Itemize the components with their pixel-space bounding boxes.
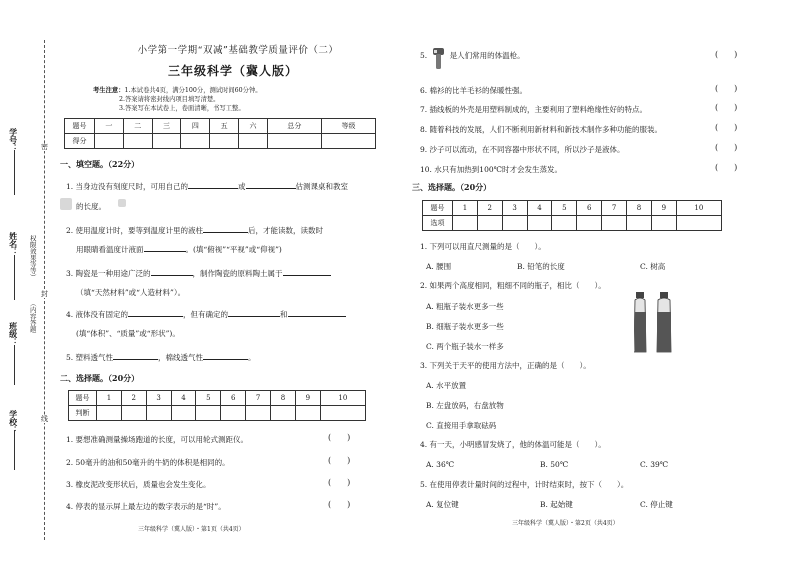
answer-paren[interactable]: ( ) — [715, 84, 738, 93]
judge-answer-cell[interactable] — [171, 406, 196, 421]
judge-question-9: 9. 沙子可以流动，在不同容器中形状不同，所以沙子是液体。 — [420, 145, 625, 154]
score-header-cell: 等级 — [321, 119, 375, 134]
choice-answer-cell[interactable] — [651, 216, 676, 231]
answer-blank[interactable] — [151, 268, 193, 276]
choice-question-3: 3. 下列关于天平的使用方法中，正确的是（ ）。 — [420, 361, 591, 370]
choice-question-1: 1. 下列可以用直尺测量的是（ ）。 — [420, 242, 546, 251]
fill-question-5 — [66, 352, 256, 362]
judge-question-5: 5. 是人们常用的体温枪。 — [420, 51, 525, 60]
student-id-label: 学号： — [8, 128, 19, 152]
judge-question-2: 2. 50毫升的油和50毫升的牛奶的体积是相同的。 — [66, 458, 230, 467]
fill-question-3-cont: （填“天然材料”或“人造材料”）。 — [76, 288, 186, 297]
answer-blank[interactable] — [128, 309, 183, 317]
two-bottles-illustration — [634, 290, 674, 354]
cut-char-xian: 线 — [41, 415, 48, 423]
judge-grid-label: 题号 — [69, 391, 97, 406]
q5-text: 。 — [248, 353, 256, 362]
judge-answer-cell[interactable] — [295, 406, 320, 421]
judge-answer-cell[interactable] — [320, 406, 365, 421]
choice-grid-label: 题号 — [423, 201, 453, 216]
choice-answer-cell[interactable] — [453, 216, 478, 231]
sealing-note-2: 权限效果等等） — [28, 235, 37, 281]
choice-answer-cell[interactable] — [602, 216, 627, 231]
choice-grid-number: 10 — [676, 201, 721, 216]
q2-text: 2. 使用温度计时，要等到温度计里的液柱 — [66, 226, 204, 235]
cut-char-feng: 封 — [41, 290, 48, 298]
answer-paren[interactable]: ( ) — [328, 433, 351, 442]
exam-notice — [93, 86, 262, 113]
notice-heading: 考生注意： — [93, 87, 125, 94]
notice-line: 1.本试卷共4页，满分100分，测试时间60分钟。 — [124, 87, 262, 94]
score-header-cell: 一 — [95, 119, 124, 134]
cut-char-mi: 密 — [41, 143, 48, 151]
student-id-line[interactable] — [14, 150, 15, 195]
choice-answer-cell[interactable] — [627, 216, 652, 231]
q2-text: 。(填“俯视”“平视”或“仰视”) — [185, 245, 282, 254]
choice-question-5: 5. 在使用停表计量时间的过程中，计时结束时，按下（ ）。 — [420, 480, 629, 489]
judge-grid-number: 8 — [271, 391, 296, 406]
fill-question-4 — [66, 309, 346, 319]
score-table-row — [65, 134, 376, 149]
answer-blank[interactable] — [228, 309, 280, 317]
scan-smudge — [118, 199, 126, 207]
sealing-note: （内容答题 — [28, 300, 37, 333]
judge-question-1: 1. 要想准确测量操场跑道的长度，可以用轮式测距仪。 — [66, 435, 249, 444]
judge-answer-cell[interactable] — [196, 406, 221, 421]
score-header-cell: 二 — [123, 119, 152, 134]
judge-grid-answer-row — [69, 406, 366, 421]
judge-grid-number: 1 — [97, 391, 122, 406]
choice-grid-number: 8 — [627, 201, 652, 216]
page-2-footer: 三年级科学（冀人版）・第2页（共4页） — [512, 520, 619, 527]
judge-grid-number: 10 — [320, 391, 365, 406]
answer-blank[interactable] — [144, 244, 186, 252]
choice-answer-cell[interactable] — [676, 216, 721, 231]
judge-question-4: 4. 停表的显示屏上最左边的数字表示的是“时”。 — [66, 502, 226, 511]
option-c[interactable]: C. 直接用手拿取砝码 — [426, 421, 497, 430]
score-header-cell: 总分 — [267, 119, 321, 134]
answer-paren[interactable]: ( ) — [715, 50, 738, 59]
judge-answer-cell[interactable] — [271, 406, 296, 421]
answer-blank[interactable] — [246, 181, 296, 189]
judge-answer-cell[interactable] — [97, 406, 122, 421]
answer-blank[interactable] — [203, 225, 248, 233]
name-label: 姓名： — [8, 232, 19, 256]
q1-text: 或 — [238, 182, 246, 191]
choice-answer-grid — [422, 200, 722, 231]
score-cell[interactable] — [321, 134, 375, 149]
judge-grid-number: 2 — [121, 391, 146, 406]
binding-margin — [0, 0, 60, 561]
scan-smudge — [60, 198, 72, 210]
option-a[interactable]: A. 水平放置 — [426, 381, 467, 390]
option-b[interactable]: B. 50℃ — [540, 460, 569, 469]
section-2-heading: 二、选择题。（20分） — [60, 373, 140, 383]
q1-text: 估测课桌和教室 — [295, 182, 349, 191]
option-b[interactable]: B. 细瓶子装水更多一些 — [426, 322, 504, 331]
choice-grid-answer-row — [423, 216, 722, 231]
judge-grid-number: 6 — [221, 391, 246, 406]
q3-text: ，制作陶瓷的原料陶土属于 — [192, 269, 283, 278]
judge-question-10: 10. 水只有加热到100℃时才会发生蒸发。 — [420, 165, 563, 174]
judge-answer-grid — [68, 390, 366, 421]
fill-question-1 — [66, 181, 348, 191]
answer-blank[interactable] — [188, 181, 238, 189]
score-cell[interactable] — [267, 134, 321, 149]
q5-text: ，棉线透气性 — [158, 353, 204, 362]
answer-paren[interactable]: ( ) — [715, 163, 738, 172]
choice-question-2: 2. 如果两个高度相同，粗细不同的瓶子，相比（ ）。 — [420, 281, 606, 290]
choice-question-4: 4. 有一天，小明感冒发烧了，他的体温可能是（ ）。 — [420, 440, 606, 449]
judge-grid-label: 判断 — [69, 406, 97, 421]
choice-grid-label: 选项 — [423, 216, 453, 231]
judge-grid-number: 9 — [295, 391, 320, 406]
choice-grid-number: 7 — [602, 201, 627, 216]
score-header-cell: 三 — [152, 119, 181, 134]
judge-question-7: 7. 插线板的外壳是用塑料制成的，主要利用了塑料绝缘性好的特点。 — [420, 105, 648, 114]
option-c[interactable]: C. 停止键 — [640, 500, 673, 509]
judge-question-8: 8. 随着科技的发展，人们不断利用新材料和新技术制作多种功能的服装。 — [420, 125, 663, 134]
fill-question-2 — [66, 225, 323, 235]
answer-blank[interactable] — [288, 309, 346, 317]
q4-text: 4. 液体没有固定的 — [66, 310, 129, 319]
choice-grid-number: 9 — [651, 201, 676, 216]
score-table — [64, 118, 376, 149]
choice-grid-number: 6 — [577, 201, 602, 216]
score-cell[interactable] — [210, 134, 239, 149]
class-line[interactable] — [14, 345, 15, 385]
exam-title: 小学第一学期“双减”基础教学质量评价（二） — [137, 45, 339, 56]
q2-text: 后，才能读数，读数时 — [248, 226, 324, 235]
exam-subtitle: 三年级科学（冀人版） — [167, 64, 298, 78]
option-a[interactable]: A. 粗瓶子装水更多一些 — [426, 302, 504, 311]
option-a[interactable]: A. 36℃ — [426, 460, 455, 469]
q2-text: 用眼睛看温度计液面 — [76, 245, 144, 254]
choice-answer-cell[interactable] — [577, 216, 602, 231]
answer-blank[interactable] — [203, 352, 248, 360]
notice-line: 3.答案写在本试卷上，卷面清晰，书写工整。 — [119, 105, 245, 112]
judge-question-3: 3. 橡皮泥改变形状后，质量也会发生变化。 — [66, 480, 211, 489]
answer-paren[interactable]: ( ) — [328, 456, 351, 465]
option-a[interactable]: A. 复位键 — [426, 500, 459, 509]
score-header-cell: 五 — [210, 119, 239, 134]
fill-question-2-cont — [76, 244, 282, 254]
judge-answer-cell[interactable] — [246, 406, 271, 421]
answer-paren[interactable]: ( ) — [715, 143, 738, 152]
answer-paren[interactable]: ( ) — [715, 123, 738, 132]
score-row-label: 得分 — [65, 134, 95, 149]
judge-answer-cell[interactable] — [121, 406, 146, 421]
choice-grid-number: 2 — [477, 201, 502, 216]
choice-grid-number: 3 — [502, 201, 527, 216]
class-label: 班级： — [8, 322, 19, 346]
choice-answer-cell[interactable] — [552, 216, 577, 231]
choice-grid-number: 4 — [527, 201, 552, 216]
option-c[interactable]: C. 39℃ — [640, 460, 669, 469]
score-header-cell: 六 — [239, 119, 268, 134]
score-cell[interactable] — [123, 134, 152, 149]
score-table-header-row — [65, 119, 376, 134]
answer-paren[interactable]: ( ) — [328, 500, 351, 509]
judge-grid-number: 7 — [246, 391, 271, 406]
choice-grid-number: 1 — [453, 201, 478, 216]
q3-text: 3. 陶瓷是一种用途广泛的 — [66, 269, 151, 278]
name-line[interactable] — [14, 255, 15, 300]
school-line[interactable] — [14, 430, 15, 470]
answer-blank[interactable] — [113, 352, 158, 360]
option-b[interactable]: B. 铅笔的长度 — [517, 262, 565, 271]
fill-question-4-cont: (填“体积”、“质量”或“形状”)。 — [76, 329, 180, 338]
score-cell[interactable] — [95, 134, 124, 149]
fill-question-1-cont: 的长度。 — [76, 202, 106, 211]
judge-question-6: 6. 棉衫的比羊毛衫的保暖性强。 — [420, 86, 528, 95]
option-a[interactable]: A. 腰围 — [426, 262, 452, 271]
judge-answer-cell[interactable] — [221, 406, 246, 421]
score-cell[interactable] — [152, 134, 181, 149]
score-header-cell: 题号 — [65, 119, 95, 134]
q4-text: ，但有确定的 — [183, 310, 229, 319]
option-c[interactable]: C. 树高 — [640, 262, 666, 271]
q4-text: 和 — [280, 310, 288, 319]
choice-answer-cell[interactable] — [477, 216, 502, 231]
answer-paren[interactable]: ( ) — [328, 478, 351, 487]
page-1-footer: 三年级科学（冀人版）・第1页（共4页） — [138, 526, 245, 533]
choice-answer-cell[interactable] — [527, 216, 552, 231]
q5-text: 5. 塑料透气性 — [66, 353, 114, 362]
judge-grid-number: 5 — [196, 391, 221, 406]
choice-grid-number: 5 — [552, 201, 577, 216]
option-b[interactable]: B. 左盘放码，右盘放物 — [426, 401, 504, 410]
school-label: 学校： — [8, 410, 19, 434]
judge-grid-number: 3 — [146, 391, 171, 406]
score-cell[interactable] — [181, 134, 210, 149]
judge-grid-number: 4 — [171, 391, 196, 406]
choice-grid-number-row — [423, 201, 722, 216]
section-3-heading: 三、选择题。（20分） — [412, 182, 492, 192]
answer-paren[interactable]: ( ) — [715, 103, 738, 112]
answer-blank[interactable] — [283, 268, 331, 276]
judge-answer-cell[interactable] — [146, 406, 171, 421]
notice-line: 2.答案请将密封线内项目填写清楚。 — [119, 96, 220, 103]
judge-grid-number-row — [69, 391, 366, 406]
fill-question-3 — [66, 268, 331, 278]
option-b[interactable]: B. 起始键 — [540, 500, 573, 509]
option-c[interactable]: C. 两个瓶子装水一样多 — [426, 342, 504, 351]
section-1-heading: 一、填空题。（22分） — [60, 159, 140, 169]
q1-text: 1. 当身边没有刻度尺时，可用自己的 — [66, 182, 189, 191]
score-cell[interactable] — [239, 134, 268, 149]
choice-answer-cell[interactable] — [502, 216, 527, 231]
score-header-cell: 四 — [181, 119, 210, 134]
